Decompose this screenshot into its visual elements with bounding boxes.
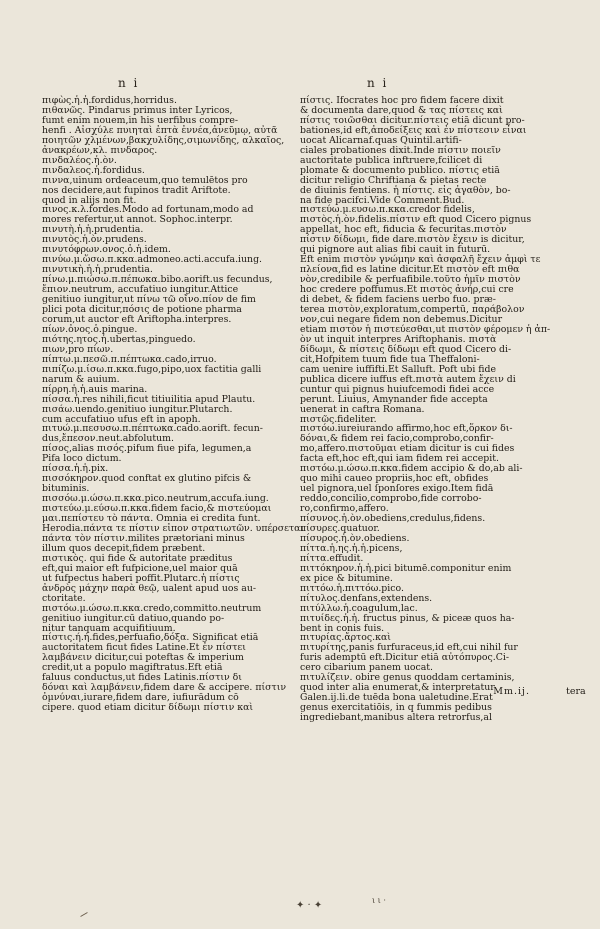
text-line: πίνω.μ.πιώσω.π.πέπωκα.bibo.aorift.us fecundus, [42, 274, 273, 286]
text-line: πλείονα,fid es latine dicitur.Et πιστὸν eft πιθα [300, 264, 520, 276]
text-line: ἀνακρέων,κλ. πινδαρος. [42, 144, 158, 156]
text-line: πάντα τὸν πίστιν.milites prætoriani minus [42, 532, 245, 544]
text-line: Eft enim πιστὸν γνώμην καὶ ἀσφαλῆ ἔχειν ἀμφὶ τε [300, 254, 541, 266]
signature-mark: Mm.ij. [493, 686, 530, 697]
text-line: bationes,id eft,ἀποδείξεις καὶ ἐν πίστεσιν εἶναι [300, 124, 527, 136]
text-line: πίστις. Ifocrates hoc pro fidem facere dixit [300, 95, 504, 106]
text-line: genitiuo iungitur.cū datiuo,quando po- [42, 612, 225, 624]
text-line: hoc credere poffumus.Et πιστὸς ἀνήρ,cui cre [300, 284, 514, 296]
text-line: πίστις.ή.ή.fides,perfuafio,δόξα. Significat etiā [42, 632, 259, 644]
text-line: πινυτὴ.ἡ.ἡ.prudentia. [42, 224, 144, 236]
text-line: ἀνδρὸς μάχην παρὰ θεῷ, ualent apud uos au- [42, 582, 257, 594]
text-line: ctoritate. [42, 592, 86, 604]
text-line: credit,ut a populo magiftratus.Eft etiā [42, 662, 223, 674]
text-line: πιστικὸς. qui fide & autoritate præditus [42, 552, 233, 564]
text-line: narum & auium. [42, 373, 120, 385]
text-line: mores refertur,ut annot. Sophoc.interpr. [42, 214, 233, 226]
text-line: bent in conis fuis. [300, 622, 385, 634]
text-line: uel pignora,uel ſponſores exigo.Item fidā [300, 483, 494, 495]
text-line: publica dicere iuffus eft.πιστὰ autem ἔχειν di [300, 373, 516, 385]
text-line: πιττόκηρον.ἡ.ἡ.pici bitumē.componitur enim [300, 562, 512, 574]
text-line: ciales probationes dixit.Inde πίστιν ποιεῖν [300, 144, 501, 156]
text-line: πίσος,alias πισός.pifum fiue pifa, legumen,a [42, 443, 252, 455]
text-line: cuntur qui pignus huiufcemodi fidei acce [300, 383, 495, 395]
text-line: πίττα.effudit. [300, 552, 364, 564]
text-line: dus,ἔπεσον.neut.abfolutum. [42, 433, 174, 445]
text-line: πινδαλέος.ἡ.ὸν. [42, 154, 117, 166]
text-line: cit,Hofpitem tuum fide tua Theffaloni- [300, 353, 480, 365]
text-line: πίσυρος.ἡ.ὸν.obediens. [300, 532, 410, 544]
text-line: ὸν ut inquit interpres Ariftophanis. πιστὰ [300, 333, 497, 345]
text-line: πίττα.ἡ.ης.ἡ.ἡ.picens, [300, 542, 403, 554]
text-line: corum,ut auctor eft Ariftopha.interpres. [42, 313, 232, 325]
text-line: plomate & documento publico. πίστις etiā [300, 164, 500, 176]
text-line: πιστόω.μ.ώσω.π.κκα.credo,committo.neutrum [42, 602, 262, 614]
text-line: appellat, hoc eft, fiducia & fecuritas.πιστὸν [300, 224, 507, 236]
text-line: plici pota dicitur,πόσις de potione pharma [42, 304, 242, 316]
text-line: uocat Alicarnaf.quas Quintil.artifi- [300, 134, 462, 146]
text-line: πίτυλος.denfans,extendens. [300, 592, 433, 604]
text-line: πινυτόφρων.ονος.ὁ.ἡ.idem. [42, 244, 171, 256]
text-line: auctoritatem ficut fides Latine.Et ἐν πίστει [42, 642, 246, 654]
text-line: πιότης.ητος.ἡ.ubertas,pinguedo. [42, 333, 196, 345]
text-line: perunt. Liuius, Amynander fide accepta [300, 393, 488, 405]
text-line: πινος.κ.λ.fordes.Modo ad fortunam,modo ad [42, 204, 254, 216]
text-line: ingrediebant,manibus altera retrorfus,al [300, 712, 492, 724]
text-line: qui pignore aut alias fibi cauit in futurū. [300, 244, 491, 256]
text-line: ut fufpectus haberi poffit.Plutarc.ἡ πίστις [42, 572, 240, 584]
text-line: Pifa loco dictum. [42, 453, 122, 465]
text-line: πιτυλίζειν. obire genus quoddam certaminis, [300, 672, 515, 684]
text-line: Galen.ij.li.de tuēda bona ualetudine.Erat [300, 692, 493, 704]
text-line: λαμβάνειν dicitur,cui poteftas & imperium [42, 652, 244, 664]
text-line: nos decidere,aut fupinos tradit Ariftote. [42, 184, 231, 196]
text-line: πίσυνος.ἡ.ὸν.obediens,credulus,fidens. [300, 513, 486, 525]
text-line: μαι.πεπίστευ τὸ πάντα. Omnia ei credita funt. [42, 513, 261, 525]
text-line: henfi . Αἰσχύλε πυιηταὶ ἑπτὰ ἐννέα,ἀνεῦμῳ, αὐτᾶ [42, 124, 278, 136]
page-header-right: n i [367, 76, 389, 90]
text-line: facta eft,hoc eft,qui iam fidem rei accepit. [300, 453, 499, 465]
text-line: πίσσα.ἡ.ἡ.pix. [42, 463, 109, 475]
right-text-column [300, 95, 551, 724]
text-line: nitur tanquam acquifitiuum. [42, 622, 176, 634]
text-line: furis ademptū eft.Dicitur etiā αὐτόπυρος.Ci- [300, 652, 510, 664]
text-line: πίων.ὀνος.ὁ.pingue. [42, 323, 138, 335]
text-line: πισσόκηρον.quod conftat ex glutino pifcis & [42, 473, 252, 485]
text-line: δόναι,& fidem rei facio,comprobo,confir- [300, 433, 494, 445]
text-line: νὸν,credibile & perfuafibile.τοῦτο ἡμῖν πιστὸν [300, 274, 521, 286]
text-line: πισάω.uendo.genitiuo iungitur.Plutarch. [42, 403, 233, 415]
text-line: πιτυώ.μ.πεσυσω.π.πέπτωκα.cado.aorift. fecun- [42, 423, 263, 435]
text-line: πίσσα.ἡ.res nihili,ficut titiuilitia apud Plautu. [42, 393, 256, 405]
text-line: quod in alijs non fit. [42, 194, 137, 206]
text-line: πιπίζω.μ.ίσω.π.κκα.fugo,pipo,uox factitia galli [42, 363, 262, 375]
text-line: mo,affero.πιστοῦμαι etiam dicitur is cui fides [300, 443, 515, 455]
text-line: πιστὸς.ἡ.ὸν.fidelis.πίστιν eft quod Cicero pignus [300, 214, 532, 226]
text-line: di debet, & fidem faciens uerbo fuo. præ- [300, 294, 496, 306]
text-line: ποιητῶν χλμένων,βακχυλίδης,σιμωνίδης, αλκαῖος, [42, 134, 285, 146]
text-line: quo mihi caueo propriis,hoc eft, obfides [300, 473, 489, 485]
text-line: πιτυρίας.ἄρτος.καὶ [300, 632, 391, 644]
left-text-column [42, 95, 305, 714]
text-line: πίρρη.ἡ.ἡ.auis marina. [42, 383, 148, 395]
text-line: cum accufatiuo ufus eft in apoph. [42, 413, 201, 425]
text-line: δόναι καὶ λαμβάνειν,fidem dare & accipere. πίστιν [42, 682, 287, 694]
text-line: πιστεύω.μ.ευσω.π.κκα.credor fidelis, [300, 204, 475, 216]
text-line: πιθανῶς. Pindarus primus inter Lyricos, [42, 104, 233, 116]
text-line: etiam πιστὸν ἡ πιστεύεσθαι,ut πιστὸν φέρομεν ἡ ἀπ- [300, 323, 551, 335]
text-line: πιφὼς.ἡ.ἡ.fordidus,horridus. [42, 95, 177, 106]
text-line: νον,cui negare fidem non debemus.Dicitur [300, 313, 503, 325]
text-line: πιστεύω.μ.εύσω.π.κκα.fidem facio,& πιστεύομαι [42, 503, 272, 515]
text-line: cam uenire iuffifti.Et Salluft. Poft ubi fide [300, 363, 497, 375]
text-line: reddo,concilio,comprobo,fide corrobo- [300, 493, 482, 505]
text-line: πίσυρες.quatuor. [300, 522, 380, 534]
text-line: πινυτὸς.ἡ.ὸν.prudens. [42, 234, 147, 246]
text-line: faluus conductus,ut fides Latinis.πίστιν δι [42, 672, 242, 684]
page-header-left: n i [118, 76, 140, 90]
text-line: Herodia.πάντα τε πίστιν εἰπον στρατιωτῶν. υπέρσεται [42, 522, 305, 534]
text-line: πιτύλλω.ἡ.coagulum,lac. [300, 602, 418, 614]
text-line: πίπτω.μ.πεσῶ.π.πέπτωκα.cado,irruo. [42, 353, 217, 365]
text-line: πιστόω.iureiurando affirmo,hoc eft,ὅρκον δι- [300, 423, 513, 435]
ink-fleck [80, 912, 87, 917]
text-line: ro,confirmo,affero. [300, 503, 389, 515]
text-line: πίστις τοιῶσθαι dicitur.πίστεις etiā dicunt pro- [300, 114, 525, 126]
text-line: πιστῶς.fideliter. [300, 413, 377, 425]
text-line: cero cibarium panem uocat. [300, 662, 434, 674]
text-line: dicitur religio Chriftiana & pietas recte [300, 174, 487, 186]
text-line: eft,qui maior eft fufpicione,uel maior quā [42, 562, 238, 574]
text-line: genitiuo iungitur,ut πίνω τῶ οἴνο.πίον de fim [42, 294, 256, 306]
text-line: ἔπιον.neutrum, accufatiuo iungitur.Attice [42, 284, 239, 296]
text-line: bituminis. [42, 483, 90, 495]
text-line: fumt enim nouem,in his uerfibus compre- [42, 114, 239, 126]
text-line: πιστόω.μ.ώσω.π.κκα.fidem accipio & do,ab ali- [300, 463, 523, 475]
text-line: illum quos decepit,fidem præbent. [42, 542, 206, 554]
text-line: πίστιν δίδωμι, fide dare.πιστὸν ἔχειν is dicitur, [300, 234, 525, 246]
text-line: genus exercitatiōis, in q fummis pedibus [300, 702, 492, 714]
text-line: de diuinis fentiens. ἡ πίστις. εἰς ἀγαθὸν, bo- [300, 184, 511, 196]
text-line: uenerat in caftra Romana. [300, 403, 425, 415]
text-line: ὀμνύναι,iurare,fidem dare, iufiurādum cō [42, 692, 239, 704]
text-line: terea πιστὸν,exploratum,compertū, παράβολον [300, 304, 525, 316]
text-line: & documenta dare,quod & τας πίστεις καὶ [300, 104, 503, 116]
text-line: πινυτικὴ.ἡ.ἡ.prudentia. [42, 264, 153, 276]
text-line: πιων,pro πίων. [42, 343, 114, 355]
text-line: δίδωμι, & πίστεις δίδωμι eft quod Cicero di- [300, 343, 512, 355]
text-line: πιτυίδες.ἡ.ἡ. fructus pinus, & piceæ quos ha- [300, 612, 515, 624]
text-line: ex pice & bitumine. [300, 572, 393, 584]
text-line: na fide pacifci.Vide Comment.Bud. [300, 194, 465, 206]
text-line: πινδαλεος.ἡ.fordidus. [42, 164, 145, 176]
text-line: πιννα,uinum ordeaceum,quo temulētos pro [42, 174, 248, 186]
text-line: quod inter alia enumerat,& interpretatur [300, 682, 495, 694]
text-line: cipere. quod etiam dicitur δίδωμι πίστιν καὶ [42, 702, 254, 714]
text-line: πινύω.μ.ὥσω.π.κκα.admoneo.acti.accufa.iung. [42, 254, 263, 266]
footer-ornament: ✦ · ✦ [296, 900, 323, 911]
text-line: πιττόω.ἡ.πιττόω.pico. [300, 582, 404, 594]
text-line: πισσόω.μ.ώσω.π.κκα.pico.neutrum,accufa.iung. [42, 493, 269, 505]
text-line: auctoritate publica inftruere,fcilicet di [300, 154, 483, 166]
footer-small-mark: ι ι · [372, 896, 386, 905]
catchword: tera [566, 686, 586, 697]
text-line: πιτυρίτης,panis furfuraceus,id eft,cui nihil fur [300, 642, 518, 654]
